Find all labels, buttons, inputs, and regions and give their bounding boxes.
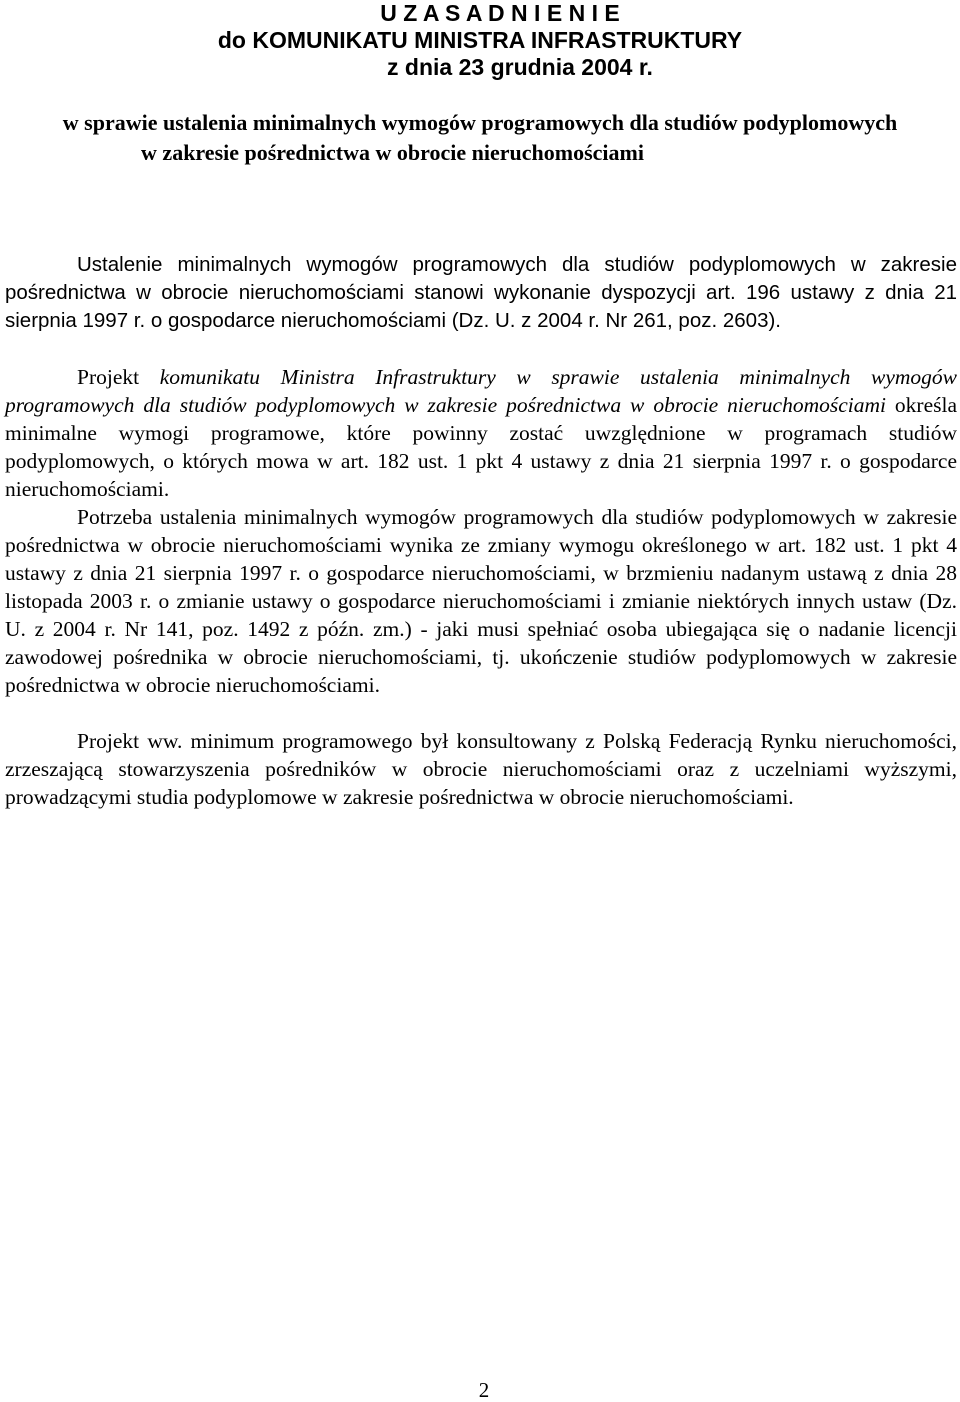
page-number: 2 xyxy=(478,1378,490,1402)
paragraph-2-end: określa minimalne wymogi programowe, które powinny zostać uwzględnione w programach studiów podyplomowych, o których mowa w art. 182 ust. 1 pkt 4 ustawy z dnia 21 sierpnia 1997 r. o gospodarce nieruchomościami. xyxy=(5,393,958,501)
paragraph-4: Projekt ww. minimum programowego był konsultowany z Polską Federacją Rynku nieruchomości, zrzeszającą stowarzyszenia pośredników w obrocie nieruchomościami oraz z uczelniami wyższymi, prowadzącymi studia podyplomowe w zakresie pośrednictwa w obrocie nieruchomościami. xyxy=(5,729,957,809)
paragraph-2 xyxy=(5,363,957,503)
subject-line-2: w zakresie pośrednictwa w obrocie nieruchomościami xyxy=(141,140,644,165)
paragraph-3: Potrzeba ustalenia minimalnych wymogów programowych dla studiów podyplomowych w zakresie pośrednictwa w obrocie nieruchomościami wynika ze zmiany wymogu określonego w art. 182 ust. 1 pkt 4 ustawy z dnia 21 sierpnia 1997 r. o gospodarce nieruchomościami, w brzmieniu nadanym ustawą z dnia 28 listopada 2003 r. o zmianie ustawy o gospodarce nieruchomościami i zmianie niektórych innych ustaw (Dz. U. z 2004 r. Nr 141, poz. 1492 z późn. zm.) - jaki musi spełniać osoba ubiegająca się o nadanie licencji zawodowej pośrednika w obrocie nieruchomościami, tj. ukończenie studiów podyplomowych w zakresie pośrednictwa w obrocie nieruchomościami. xyxy=(5,505,957,697)
document-title: U Z A S A D N I E N I E xyxy=(380,0,620,26)
document-subject xyxy=(0,108,960,168)
paragraph-2-start: Projekt xyxy=(77,365,160,389)
document-header xyxy=(0,0,960,81)
document-title-recipient: do KOMUNIKATU MINISTRA INFRASTRUKTURY xyxy=(217,27,743,53)
paragraph-2-italic: komunikatu Ministra Infrastruktury w sprawie ustalenia minimalnych wymogów programowych dla studiów podyplomowych w zakresie pośrednictwa w obrocie nieruchomościami xyxy=(5,365,958,417)
paragraph-1: Ustalenie minimalnych wymogów programowych dla studiów podyplomowych w zakresie pośrednictwa w obrocie nieruchomościami stanowi wykonanie dyspozycji art. 196 ustawy z dnia 21 sierpnia 1997 r. o gospodarce nieruchomościami (Dz. U. z 2004 r. Nr 261, poz. 2603). xyxy=(5,253,957,332)
subject-line-1: w sprawie ustalenia minimalnych wymogów programowych dla studiów podyplomowych xyxy=(62,110,898,135)
document-date: z dnia 23 grudnia 2004 r. xyxy=(387,54,653,80)
